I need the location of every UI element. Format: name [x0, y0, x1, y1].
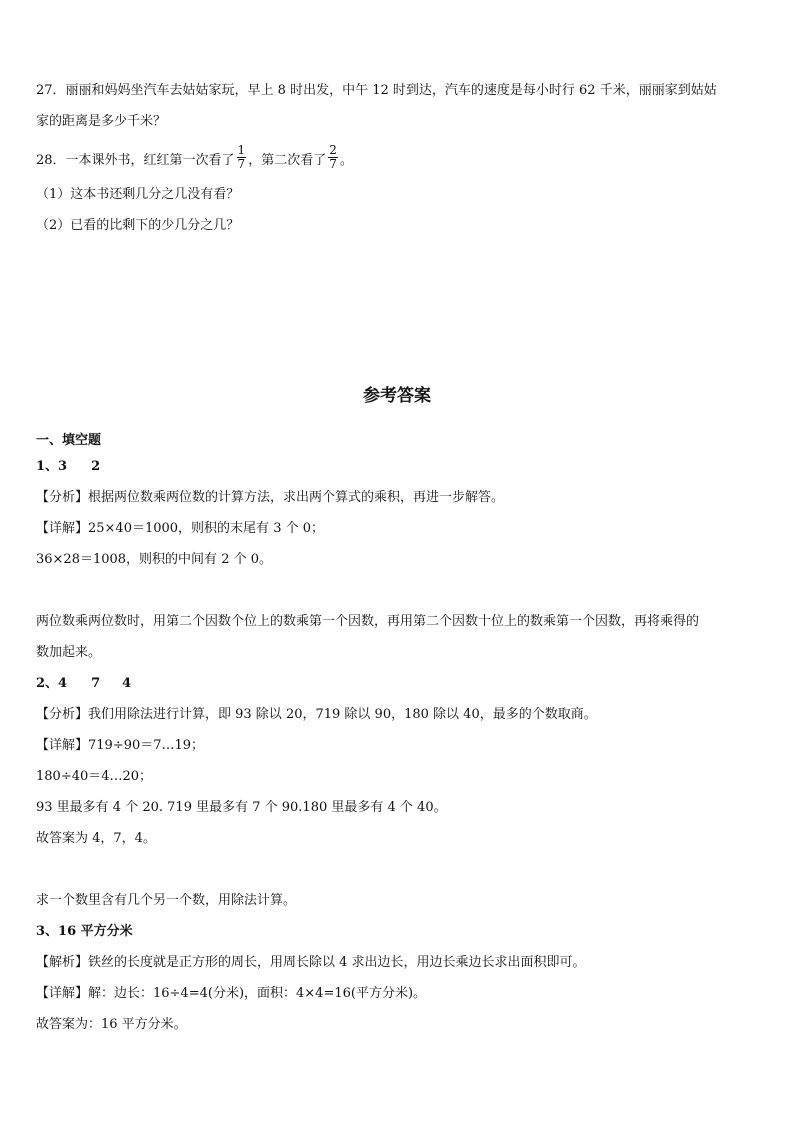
- question-28-sub-1: （1）这本书还剩几分之几没有看？: [36, 187, 240, 202]
- answer-1-detail-1: 【详解】25×40＝1000，则积的末尾有 3 个 0；: [36, 521, 324, 536]
- answers-title: 参考答案: [363, 386, 431, 406]
- question-27-line-2: 家的距离是多少千米？: [36, 114, 167, 129]
- question-28-suffix: 。: [339, 153, 353, 168]
- answer-1-analysis: 【分析】根据两位数乘两位数的计算方法，求出两个算式的乘积，再进一步解答。: [36, 490, 505, 505]
- answer-2-conclusion: 故答案为 4，7，4。: [36, 831, 156, 846]
- answer-3-analysis: 【解析】铁丝的长度就是正方形的周长，用周长除以 4 求出边长，用边长乘边长求出面积即可。: [36, 955, 586, 970]
- question-28-prefix: 28．一本课外书，红红第一次看了: [36, 153, 235, 168]
- answer-3-detail: 【详解】解：边长：16÷4=4(分米)，面积：4×4=16(平方分米)。: [36, 986, 427, 1001]
- question-28-sub-2: （2）已看的比剩下的少几分之几？: [36, 218, 240, 233]
- answer-2-detail-1: 【详解】719÷90＝7…19；: [36, 738, 205, 753]
- question-28-middle: ，第二次看了: [248, 153, 327, 168]
- answer-1-note-2: 数加起来。: [36, 645, 102, 660]
- answer-2-heading: 2、4 7 4: [36, 676, 132, 691]
- answer-2-detail-2: 180÷40＝4…20；: [36, 769, 153, 784]
- answer-1-heading: 1、3 2: [36, 459, 101, 474]
- fraction-two-sevenths: $\frac{2}{7}$: [329, 143, 337, 171]
- section-heading-fill-in: 一、填空题: [36, 433, 102, 448]
- answer-3-conclusion: 故答案为：16 平方分米。: [36, 1017, 187, 1032]
- fraction-one-seventh: $\frac{1}{7}$: [237, 143, 246, 171]
- question-28: [36, 143, 764, 174]
- answer-2-note: 求一个数里含有几个另一个数，用除法计算。: [36, 893, 297, 908]
- answer-1-detail-2: 36×28＝1008，则积的中间有 2 个 0。: [36, 552, 272, 567]
- question-27-line-1: 27．丽丽和妈妈坐汽车去姑姑家玩，早上 8 时出发，中午 12 时到达，汽车的速度是每小时行 62 千米，丽丽家到姑姑: [36, 83, 717, 98]
- answer-2-analysis: 【分析】我们用除法进行计算，即 93 除以 20，719 除以 90，180 除以 40，最多的个数取商。: [36, 707, 597, 722]
- answer-2-detail-3: 93 里最多有 4 个 20. 719 里最多有 7 个 90.180 里最多有 4 个 40。: [36, 800, 447, 815]
- answer-1-note-1: 两位数乘两位数时，用第二个因数个位上的数乘第一个因数，再用第二个因数十位上的数乘第一个因数，再将乘得的: [36, 614, 700, 629]
- answer-3-heading: 3、16 平方分米: [36, 924, 133, 939]
